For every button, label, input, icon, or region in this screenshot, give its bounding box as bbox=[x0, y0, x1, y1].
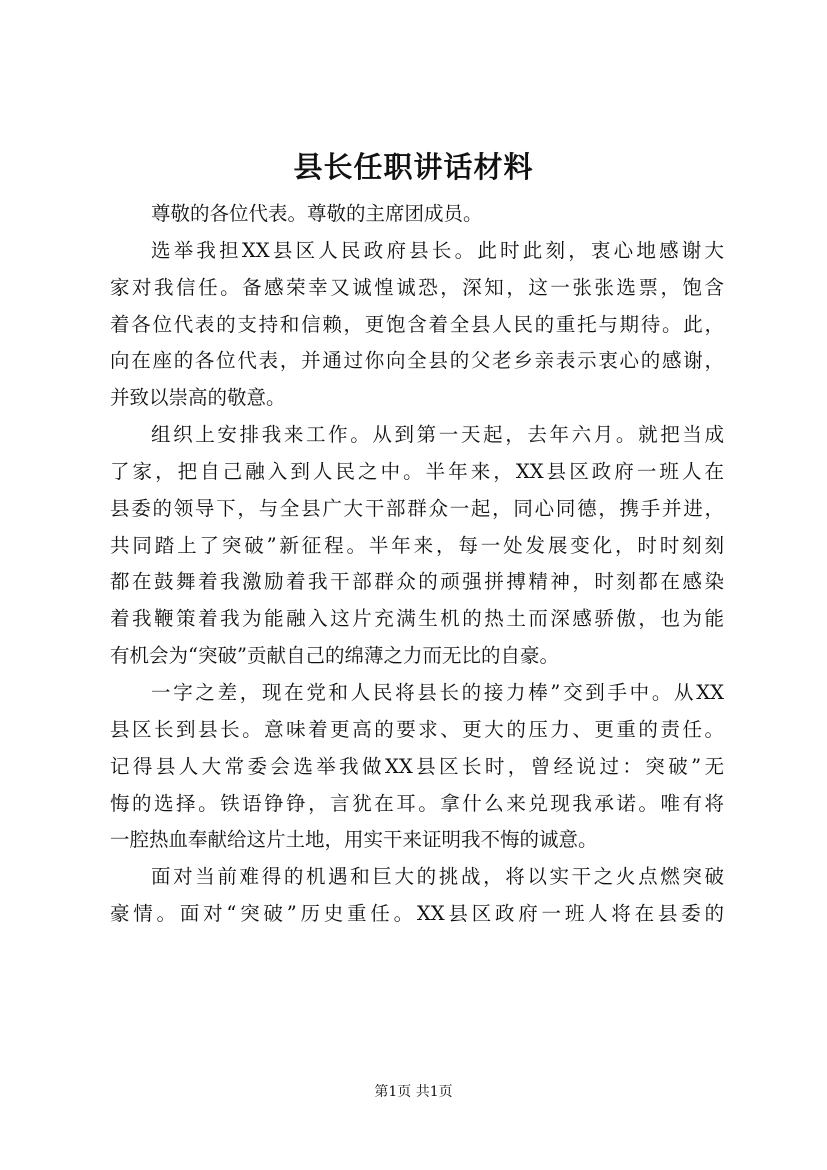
text-line: 家对我信任。备感荣幸又诚惶诚恐，深知，这一张张选票，饱含 bbox=[110, 275, 724, 299]
text-line: 豪情。面对“突破”历史重任。XX县区政府一班人将在县委的 bbox=[110, 902, 724, 926]
document-title: 县长任职讲话材料 bbox=[293, 150, 534, 184]
text-line: 向在座的各位代表，并通过你向全县的父老乡亲表示衷心的感谢， bbox=[110, 349, 724, 373]
text-line: 有机会为“突破”贡献自己的绵薄之力而无比的自豪。 bbox=[110, 644, 559, 668]
text-line: 选举我担XX县区人民政府县长。此时此刻，衷心地感谢大 bbox=[151, 238, 724, 262]
text-line: 尊敬的各位代表。尊敬的主席团成员。 bbox=[151, 202, 483, 225]
page-footer: 第1页 共1页 bbox=[374, 1084, 453, 1100]
text-line: 了家，把自己融入到人民之中。半年来，XX县区政府一班人在 bbox=[110, 459, 724, 483]
text-line: 一字之差，现在党和人民将县长的接力棒”交到手中。从XX bbox=[151, 680, 724, 704]
text-line: 共同踏上了突破”新征程。半年来，每一处发展变化，时时刻刻 bbox=[110, 533, 724, 557]
text-line: 一腔热血奉献给这片土地，用实干来证明我不悔的诚意。 bbox=[110, 828, 598, 852]
text-line: 并致以崇高的敬意。 bbox=[110, 386, 286, 410]
text-line: 县委的领导下，与全县广大干部群众一起，同心同德，携手并进， bbox=[110, 496, 724, 520]
text-line: 都在鼓舞着我激励着我干部群众的顽强拼搏精神，时刻都在感染 bbox=[110, 570, 724, 594]
document-body bbox=[110, 196, 724, 933]
text-line: 悔的选择。铁语铮铮，言犹在耳。拿什么来兑现我承诺。唯有将 bbox=[110, 791, 724, 815]
text-line: 记得县人大常委会选举我做XX县区长时，曾经说过：突破”无 bbox=[110, 754, 724, 778]
text-line: 面对当前难得的机遇和巨大的挑战，将以实干之火点燃突破 bbox=[151, 865, 724, 889]
text-line: 县区长到县长。意味着更高的要求、更大的压力、更重的责任。 bbox=[110, 717, 724, 741]
text-line: 着各位代表的支持和信赖，更饱含着全县人民的重托与期待。此， bbox=[110, 312, 724, 336]
text-line: 组织上安排我来工作。从到第一天起，去年六月。就把当成 bbox=[151, 423, 724, 447]
text-line: 着我鞭策着我为能融入这片充满生机的热土而深感骄傲，也为能 bbox=[110, 607, 724, 631]
